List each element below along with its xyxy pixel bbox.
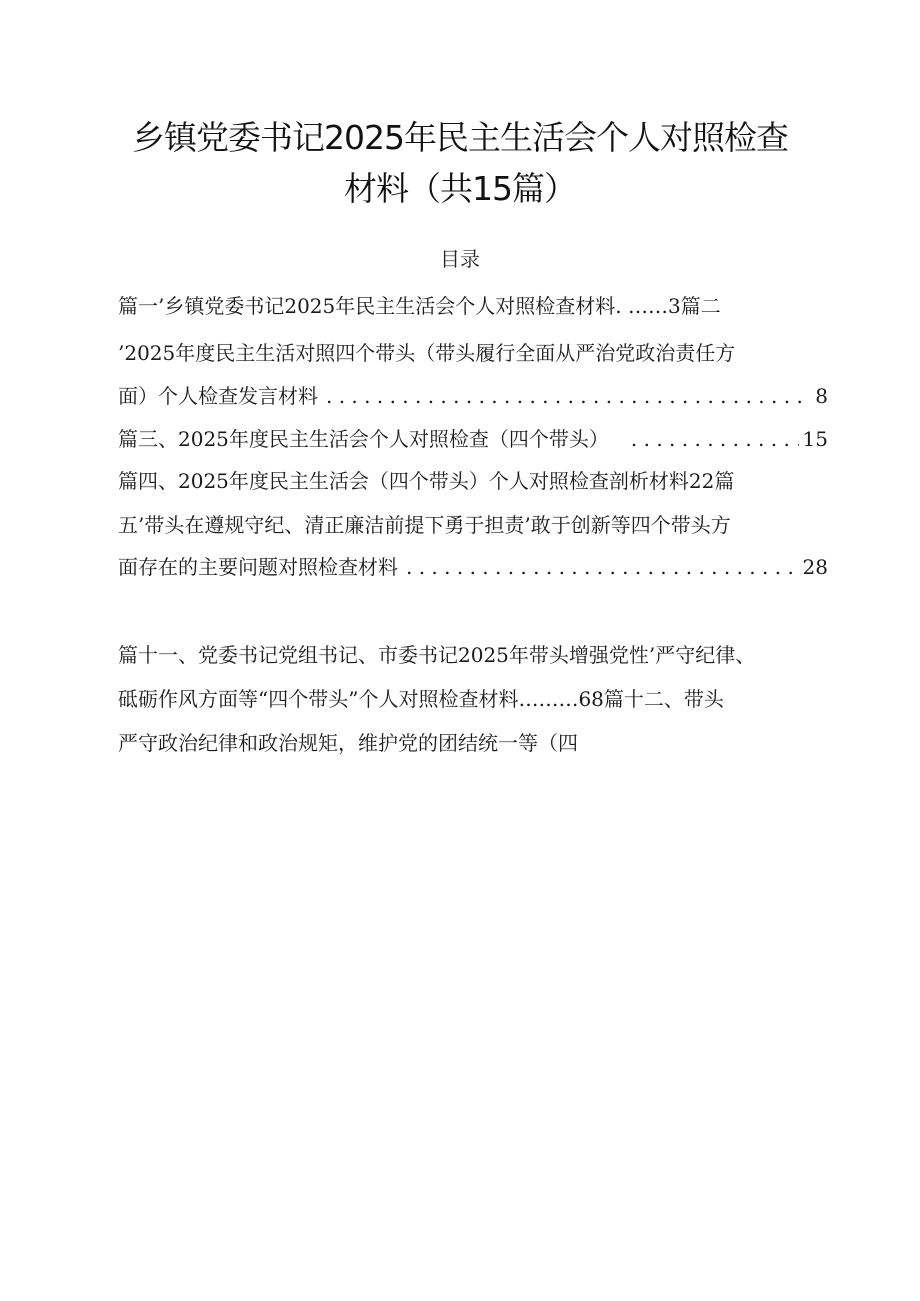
toc-line-4-text: 篇三、2025年度民主生活会个人对照检查（四个带头） xyxy=(118,427,609,451)
toc-leader-dots xyxy=(326,382,811,410)
toc-line-4 xyxy=(118,425,828,453)
toc-line-3-text: 面）个人检查发言材料 xyxy=(118,384,318,408)
toc-line-1: 篇一’乡镇党委书记2025年民主生活会个人对照检查材料. ……3篇二 xyxy=(118,294,721,318)
toc-line-7 xyxy=(118,553,828,581)
toc-page-number: 15 xyxy=(802,427,828,451)
toc-line-5: 篇四、2025年度民主生活会（四个带头）个人对照检查剖析材料22篇 xyxy=(118,469,735,493)
toc-line-6: 五’带头在遵规守纪、清正廉洁前提下勇于担责’敢于创新等四个带头方 xyxy=(118,513,731,537)
body-line-3: 严守政治纪律和政治规矩，维护党的团结统一等（四 xyxy=(118,731,578,755)
toc-leader-dots xyxy=(406,553,799,581)
body-line-2: 砥砺作风方面等“四个带头”个人对照检查材料………68篇十二、带头 xyxy=(118,687,724,711)
toc-heading: 目录 xyxy=(440,247,480,271)
document-title-line-2: 材料（共15篇） xyxy=(344,169,576,208)
toc-line-2: ’2025年度民主生活对照四个带头（带头履行全面从严治党政治责任方 xyxy=(118,341,736,365)
toc-line-7-text: 面存在的主要问题对照检查材料 xyxy=(118,555,398,579)
toc-leader-dots xyxy=(631,425,799,453)
toc-page-number: 28 xyxy=(802,555,828,579)
toc-line-3 xyxy=(118,382,828,410)
document-title-line-1: 乡镇党委书记2025年民主生活会个人对照检查 xyxy=(132,118,788,157)
toc-page-number: 8 xyxy=(815,384,828,408)
body-line-1: 篇十一、党委书记党组书记、市委书记2025年带头增强党性’严守纪律、 xyxy=(118,643,756,667)
